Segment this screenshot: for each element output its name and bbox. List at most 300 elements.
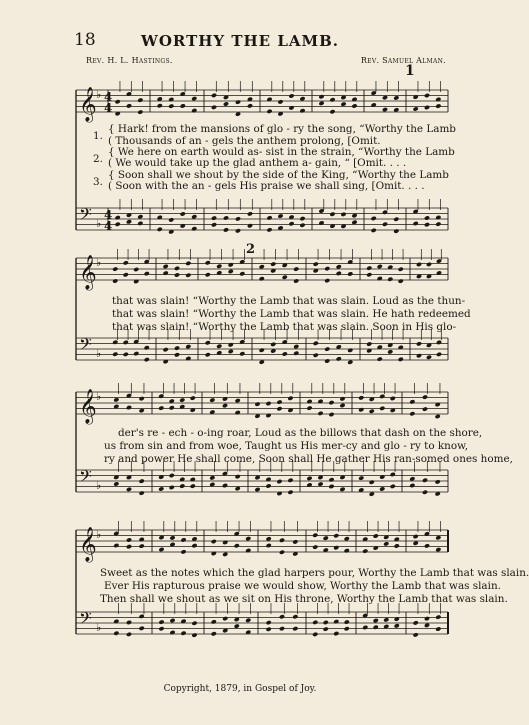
note-head xyxy=(158,393,164,398)
note-head xyxy=(282,351,288,356)
note-head xyxy=(435,479,441,484)
note-head xyxy=(394,623,400,628)
note-head xyxy=(371,216,377,221)
note-head xyxy=(158,619,164,624)
lyric-line: Sweet as the notes which the glad harpers pour, Worthy the Lamb that was slain. xyxy=(100,567,529,579)
lyric-line: ( Soon with the an - gels His praise we shall sing, [Omit. . . . xyxy=(108,180,425,192)
note-head xyxy=(133,351,139,356)
note-head xyxy=(115,215,121,220)
note-head xyxy=(123,352,129,357)
note-head xyxy=(126,405,132,410)
note-head xyxy=(398,267,404,272)
note-head xyxy=(324,266,330,271)
note-head xyxy=(288,93,294,98)
note-head xyxy=(126,537,132,542)
note-head xyxy=(276,479,282,484)
note-head xyxy=(424,93,430,98)
note-head xyxy=(254,401,260,406)
flat-icon: ♭ xyxy=(96,479,102,492)
note-head xyxy=(373,625,379,630)
lyric-line: { Hark! from the mansions of glo - ry the song, “Worthy the Lamb xyxy=(108,123,456,135)
note-head xyxy=(185,273,191,278)
note-head xyxy=(409,411,415,416)
note-head xyxy=(180,549,186,554)
note-head xyxy=(371,228,377,233)
note-head xyxy=(163,347,169,352)
note-head xyxy=(276,399,282,404)
note-head xyxy=(158,486,164,491)
note-head xyxy=(416,353,422,358)
note-head xyxy=(362,625,368,630)
note-head xyxy=(426,262,432,267)
composer-credit: Rev. Samuel Alman. xyxy=(360,56,446,65)
note-head xyxy=(293,344,299,349)
note-head xyxy=(266,620,272,625)
note-head xyxy=(393,95,399,100)
note-head xyxy=(209,475,215,480)
note-head xyxy=(190,395,196,400)
note-head xyxy=(126,219,132,224)
note-head xyxy=(266,227,272,232)
note-head xyxy=(299,108,305,113)
note-head xyxy=(126,487,132,492)
note-head xyxy=(422,394,428,399)
note-head xyxy=(180,103,186,108)
note-head xyxy=(366,272,372,277)
note-head xyxy=(223,215,229,220)
note-head xyxy=(247,103,253,108)
note-head xyxy=(344,626,350,631)
note-head xyxy=(228,349,234,354)
lyric-line: us from sin and from woe, Taught us His mer-cy and glo - ry to know, xyxy=(104,440,469,452)
note-head xyxy=(393,217,399,222)
note-head xyxy=(112,278,118,283)
note-head xyxy=(139,396,145,401)
note-head xyxy=(329,109,335,114)
note-head xyxy=(191,632,197,637)
note-head xyxy=(270,261,276,266)
note-head xyxy=(158,626,164,631)
note-head xyxy=(174,352,180,357)
lyric-line: ry and power He shall come, Soon shall He gather His ran-somed ones home, xyxy=(104,453,513,465)
time-signature: 4 xyxy=(104,101,113,115)
note-head xyxy=(123,340,129,345)
note-head xyxy=(358,475,364,480)
note-head xyxy=(174,345,180,350)
note-head xyxy=(158,547,164,552)
note-head xyxy=(282,339,288,344)
note-head xyxy=(139,626,145,631)
note-head xyxy=(222,403,228,408)
note-head xyxy=(205,340,211,345)
note-head xyxy=(324,358,330,363)
note-head xyxy=(185,344,191,349)
note-head xyxy=(144,345,150,350)
note-head xyxy=(266,215,272,220)
treble-clef-icon: 𝄞 xyxy=(79,255,97,290)
note-head xyxy=(339,403,345,408)
note-head xyxy=(329,212,335,217)
note-head xyxy=(245,618,251,623)
note-head xyxy=(387,277,393,282)
note-head xyxy=(205,260,211,265)
note-head xyxy=(190,483,196,488)
hymn-title: WORTHY THE LAMB. xyxy=(140,32,340,50)
note-head xyxy=(288,221,294,226)
note-head xyxy=(222,616,228,621)
time-signature: 4 xyxy=(104,208,113,222)
note-head xyxy=(313,341,319,346)
note-head xyxy=(235,474,241,479)
note-head xyxy=(185,261,191,266)
note-head xyxy=(265,483,271,488)
note-head xyxy=(436,352,442,357)
note-head xyxy=(115,99,121,104)
note-head xyxy=(137,109,143,114)
flat-icon: ♭ xyxy=(96,528,102,541)
note-head xyxy=(234,543,240,548)
note-head xyxy=(287,396,293,401)
note-head xyxy=(163,270,169,275)
note-head xyxy=(299,216,305,221)
time-signature: 4 xyxy=(104,90,113,104)
note-head xyxy=(228,342,234,347)
note-head xyxy=(333,545,339,550)
note-head xyxy=(328,484,334,489)
note-head xyxy=(436,270,442,275)
lyric-line: { We here on earth would as- sist in the strain, “Worthy the Lamb xyxy=(108,146,455,158)
note-head xyxy=(324,346,330,351)
note-head xyxy=(276,406,282,411)
note-head xyxy=(144,357,150,362)
note-head xyxy=(179,483,185,488)
note-head xyxy=(191,621,197,626)
note-head xyxy=(169,618,175,623)
note-head xyxy=(211,631,217,636)
note-head xyxy=(133,267,139,272)
page-number: 18 xyxy=(74,30,96,50)
note-head xyxy=(366,341,372,346)
lyricist-credit: Rev. H. L. Hastings. xyxy=(86,56,173,65)
note-head xyxy=(259,348,265,353)
note-head xyxy=(216,264,222,269)
flat-icon: ♭ xyxy=(96,217,102,230)
note-head xyxy=(139,490,145,495)
note-head xyxy=(312,533,318,538)
note-head xyxy=(266,543,272,548)
note-head xyxy=(157,103,163,108)
note-head xyxy=(317,411,323,416)
note-head xyxy=(235,398,241,403)
note-head xyxy=(180,537,186,542)
note-head xyxy=(169,473,175,478)
note-head xyxy=(339,396,345,401)
note-head xyxy=(123,260,129,265)
note-head xyxy=(279,614,285,619)
note-head xyxy=(358,407,364,412)
note-head xyxy=(362,548,368,553)
note-head xyxy=(323,626,329,631)
bass-clef-icon: 𝄢 xyxy=(79,334,92,358)
note-head xyxy=(169,485,175,490)
note-head xyxy=(435,626,441,631)
note-head xyxy=(282,275,288,280)
note-head xyxy=(383,617,389,622)
note-head xyxy=(266,109,272,114)
note-head xyxy=(144,271,150,276)
flat-icon: ♭ xyxy=(96,390,102,403)
treble-clef-icon: 𝄞 xyxy=(79,527,97,562)
note-head xyxy=(435,103,441,108)
note-head xyxy=(123,272,129,277)
lyric-line: that was slain! “Worthy the Lamb that was slain. Soon in His glo- xyxy=(112,321,457,333)
note-head xyxy=(383,541,389,546)
treble-clef-icon: 𝄞 xyxy=(79,87,97,122)
note-head xyxy=(299,223,305,228)
note-head xyxy=(126,103,132,108)
note-head xyxy=(293,351,299,356)
note-head xyxy=(306,405,312,410)
note-head xyxy=(369,480,375,485)
note-head xyxy=(211,93,217,98)
note-head xyxy=(112,266,118,271)
note-head xyxy=(379,486,385,491)
note-head xyxy=(413,534,419,539)
note-head xyxy=(340,101,346,106)
lyric-line: { Soon shall we shout by the side of the King, “Worthy the Lamb xyxy=(108,169,449,181)
note-head xyxy=(317,481,323,486)
note-head xyxy=(422,478,428,483)
note-head xyxy=(292,539,298,544)
note-head xyxy=(416,262,422,267)
note-head xyxy=(279,626,285,631)
note-head xyxy=(436,340,442,345)
note-head xyxy=(333,619,339,624)
note-head xyxy=(424,616,430,621)
note-head xyxy=(247,211,253,216)
note-head xyxy=(333,533,339,538)
note-head xyxy=(277,213,283,218)
note-head xyxy=(324,278,330,283)
note-head xyxy=(133,279,139,284)
note-head xyxy=(382,222,388,227)
note-head xyxy=(259,276,265,281)
note-head xyxy=(344,548,350,553)
note-head xyxy=(312,544,318,549)
note-head xyxy=(247,223,253,228)
note-head xyxy=(126,632,132,637)
flat-icon: ♭ xyxy=(96,621,102,634)
note-head xyxy=(174,272,180,277)
note-head xyxy=(293,266,299,271)
note-head xyxy=(239,271,245,276)
note-head xyxy=(306,476,312,481)
note-head xyxy=(312,632,318,637)
note-head xyxy=(270,342,276,347)
note-head xyxy=(234,623,240,628)
note-head xyxy=(336,356,342,361)
note-head xyxy=(336,271,342,276)
note-head xyxy=(205,272,211,277)
note-head xyxy=(339,487,345,492)
note-head xyxy=(292,626,298,631)
note-head xyxy=(413,221,419,226)
note-head xyxy=(137,98,143,103)
note-head xyxy=(211,619,217,624)
note-head xyxy=(228,269,234,274)
note-head xyxy=(211,105,217,110)
verse-number-3: 3. xyxy=(93,176,103,188)
note-head xyxy=(424,222,430,227)
note-head xyxy=(158,405,164,410)
note-head xyxy=(235,410,241,415)
note-head xyxy=(340,212,346,217)
measure-mark-1: 1 xyxy=(405,63,415,79)
note-head xyxy=(223,227,229,232)
note-head xyxy=(366,265,372,270)
note-head xyxy=(413,620,419,625)
note-head xyxy=(426,355,432,360)
lyric-line: Then shall we shout as we sit on His throne, Worthy the Lamb that was slain. xyxy=(100,593,508,605)
note-head xyxy=(398,278,404,283)
note-head xyxy=(379,406,385,411)
flat-icon: ♭ xyxy=(96,88,102,101)
note-head xyxy=(139,614,145,619)
note-head xyxy=(179,397,185,402)
verse-number-1: 1. xyxy=(93,130,103,142)
note-head xyxy=(222,483,228,488)
note-head xyxy=(424,543,430,548)
note-head xyxy=(329,97,335,102)
note-head xyxy=(113,631,119,636)
note-head xyxy=(390,472,396,477)
note-head xyxy=(205,352,211,357)
note-head xyxy=(387,349,393,354)
note-head xyxy=(435,221,441,226)
note-head xyxy=(292,614,298,619)
note-head xyxy=(409,483,415,488)
note-head xyxy=(191,96,197,101)
note-head xyxy=(435,414,441,419)
note-head xyxy=(223,101,229,106)
bass-clef-icon: 𝄢 xyxy=(79,204,92,228)
note-head xyxy=(279,538,285,543)
note-head xyxy=(344,619,350,624)
note-head xyxy=(211,222,217,227)
lyric-line: der's re - ech - o-ing roar, Loud as the billows that dash on the shore, xyxy=(118,427,483,439)
note-head xyxy=(245,548,251,553)
note-head xyxy=(287,478,293,483)
note-head xyxy=(216,344,222,349)
measure-mark-2: 2 xyxy=(246,242,256,257)
note-head xyxy=(323,536,329,541)
note-head xyxy=(277,99,283,104)
lyric-line: ( We would take up the glad anthem a- gain, “ [Omit. . . . xyxy=(108,157,407,169)
note-head xyxy=(126,620,132,625)
note-head xyxy=(235,99,241,104)
note-head xyxy=(379,394,385,399)
note-head xyxy=(169,405,175,410)
note-head xyxy=(112,340,118,345)
note-head xyxy=(377,356,383,361)
note-head xyxy=(409,399,415,404)
note-head xyxy=(328,412,334,417)
note-head xyxy=(254,487,260,492)
note-head xyxy=(137,221,143,226)
note-head xyxy=(369,409,375,414)
note-head xyxy=(222,552,228,557)
note-head xyxy=(113,397,119,402)
note-head xyxy=(313,353,319,358)
note-head xyxy=(323,620,329,625)
note-head xyxy=(180,211,186,216)
note-head xyxy=(174,266,180,271)
note-head xyxy=(413,106,419,111)
note-head xyxy=(318,94,324,99)
note-head xyxy=(265,401,271,406)
note-head xyxy=(211,215,217,220)
note-head xyxy=(398,357,404,362)
note-head xyxy=(382,107,388,112)
note-head xyxy=(390,396,396,401)
bass-clef-icon: 𝄢 xyxy=(79,466,92,490)
note-head xyxy=(382,210,388,215)
note-head xyxy=(347,348,353,353)
note-head xyxy=(180,223,186,228)
note-head xyxy=(413,632,419,637)
note-head xyxy=(435,614,441,619)
note-head xyxy=(288,105,294,110)
note-head xyxy=(328,477,334,482)
note-head xyxy=(169,535,175,540)
note-head xyxy=(424,105,430,110)
note-head xyxy=(373,533,379,538)
note-head xyxy=(422,406,428,411)
note-head xyxy=(191,108,197,113)
note-head xyxy=(211,539,217,544)
note-head xyxy=(126,544,132,549)
note-head xyxy=(287,490,293,495)
note-head xyxy=(168,217,174,222)
note-head xyxy=(373,618,379,623)
note-head xyxy=(191,226,197,231)
note-head xyxy=(347,271,353,276)
note-head xyxy=(180,631,186,636)
note-head xyxy=(266,627,272,632)
note-head xyxy=(245,536,251,541)
note-head xyxy=(163,264,169,269)
treble-clef-icon: 𝄞 xyxy=(79,389,97,424)
lyric-line: Ever His rapturous praise we would show, Worthy the Lamb that was slain. xyxy=(104,580,501,592)
note-head xyxy=(377,264,383,269)
note-head xyxy=(191,543,197,548)
note-head xyxy=(228,262,234,267)
note-head xyxy=(416,341,422,346)
lyric-line: that was slain! “Worthy the Lamb that was slain. He hath redeemed xyxy=(112,308,471,320)
flat-icon: ♭ xyxy=(96,256,102,269)
note-head xyxy=(424,623,430,628)
note-head xyxy=(328,400,334,405)
note-head xyxy=(115,222,121,227)
note-head xyxy=(209,397,215,402)
note-head xyxy=(351,103,357,108)
note-head xyxy=(113,543,119,548)
note-head xyxy=(422,490,428,495)
note-head xyxy=(139,543,145,548)
note-head xyxy=(312,620,318,625)
copyright-notice: Copyright, 1879, in Gospel of Joy. xyxy=(163,684,317,694)
note-head xyxy=(139,479,145,484)
